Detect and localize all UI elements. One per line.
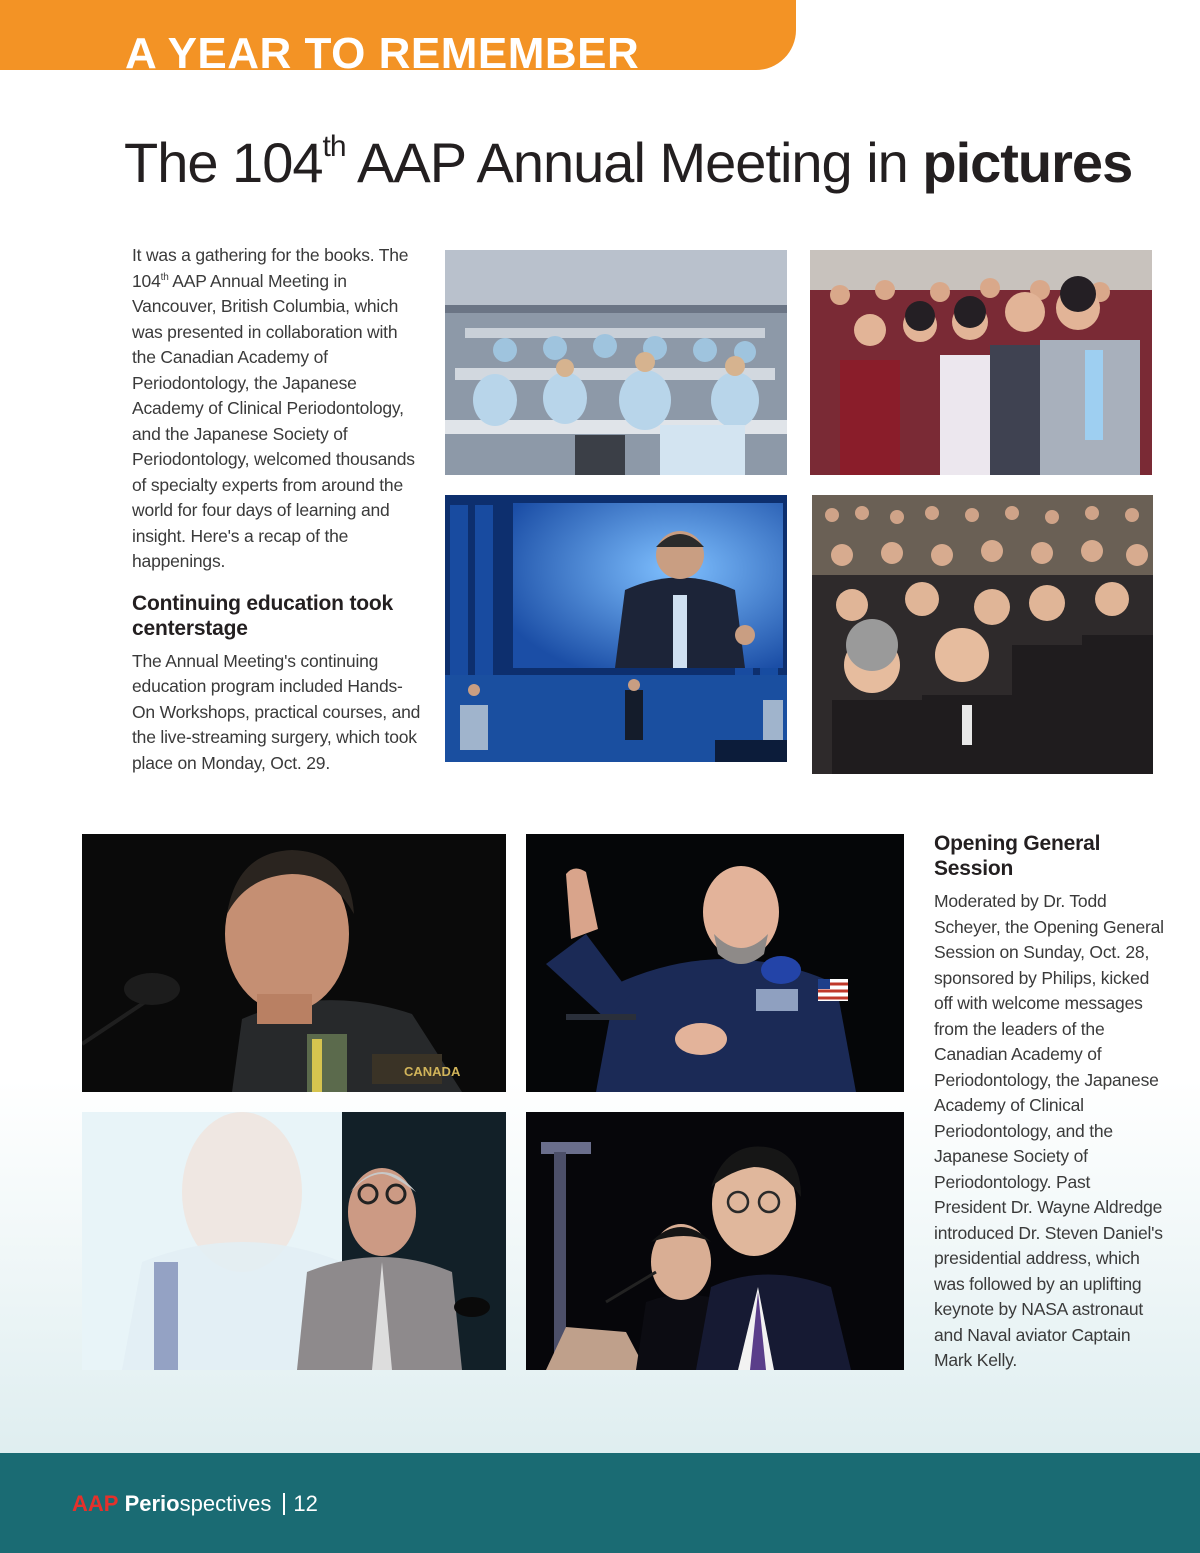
glasses-speaker-photo [82,1112,506,1370]
opening-session-column [934,831,1164,1374]
footer-divider [283,1493,285,1515]
opening-session-paragraph: Moderated by Dr. Todd Scheyer, the Opening General Session on Sunday, Oct. 28, sponsored by Philips, kicked off with welcome messages from the leaders of the Canadian Academy of Periodontology, the Japanese Academy of Clinical Periodontology, and the Japanese Society of Periodontology. Past President Dr. Wayne Aldredge introduced Dr. Steven Daniel's presidential address, which was followed by an uplifting keynote by NASA astronaut and Naval aviator Captain Mark Kelly. [934,891,1164,1370]
audience-wide-photo [812,495,1153,774]
intro-text-end: AAP Annual Meeting in Vancouver, British Columbia, which was presented in collaboration with the Canadian Academy of Periodontology, the Japanese Academy of Clinical Periodontology, and the Japanese Society of Periodontology, welcomed thousands of specialty experts from around the world for four days of learning and insight. Here's a recap of the happenings. [132,270,415,571]
continuing-education-subhead: Continuing education took centerstage [132,591,393,640]
astronaut-photo [526,834,904,1092]
headline-prefix: The 104 [124,131,323,194]
brand-aap: AAP [72,1491,119,1516]
opening-session-subhead: Opening General Session [934,832,1101,880]
stage-screen-photo [445,495,787,762]
page-number: 12 [293,1491,318,1516]
intro-paragraph [132,243,422,575]
canada-patch-text: CANADA [404,1064,461,1079]
page-headline [124,128,1184,198]
japanese-speakers-photo [526,1112,904,1370]
intro-column [132,243,422,776]
intro-text-start: It was a gathering for the books. The 104 [132,245,409,291]
headline-bold-word: pictures [922,131,1133,194]
section-title: A YEAR TO REMEMBER [125,29,640,70]
military-speaker-photo [82,834,506,1092]
hands-on-workshop-photo [445,250,787,475]
headline-middle: AAP Annual Meeting in [345,131,923,194]
intro-superscript: th [160,271,169,283]
brand-perio: Perio [124,1491,180,1516]
headline-superscript: th [322,130,346,163]
audience-front-photo [810,250,1152,475]
continuing-education-paragraph: The Annual Meeting's continuing education program included Hands-On Workshops, practical courses, and the live-streaming surgery, which took place on Monday, Oct. 29. [132,650,421,773]
footer-brand [72,1490,318,1518]
brand-spectives: spectives [179,1491,272,1516]
